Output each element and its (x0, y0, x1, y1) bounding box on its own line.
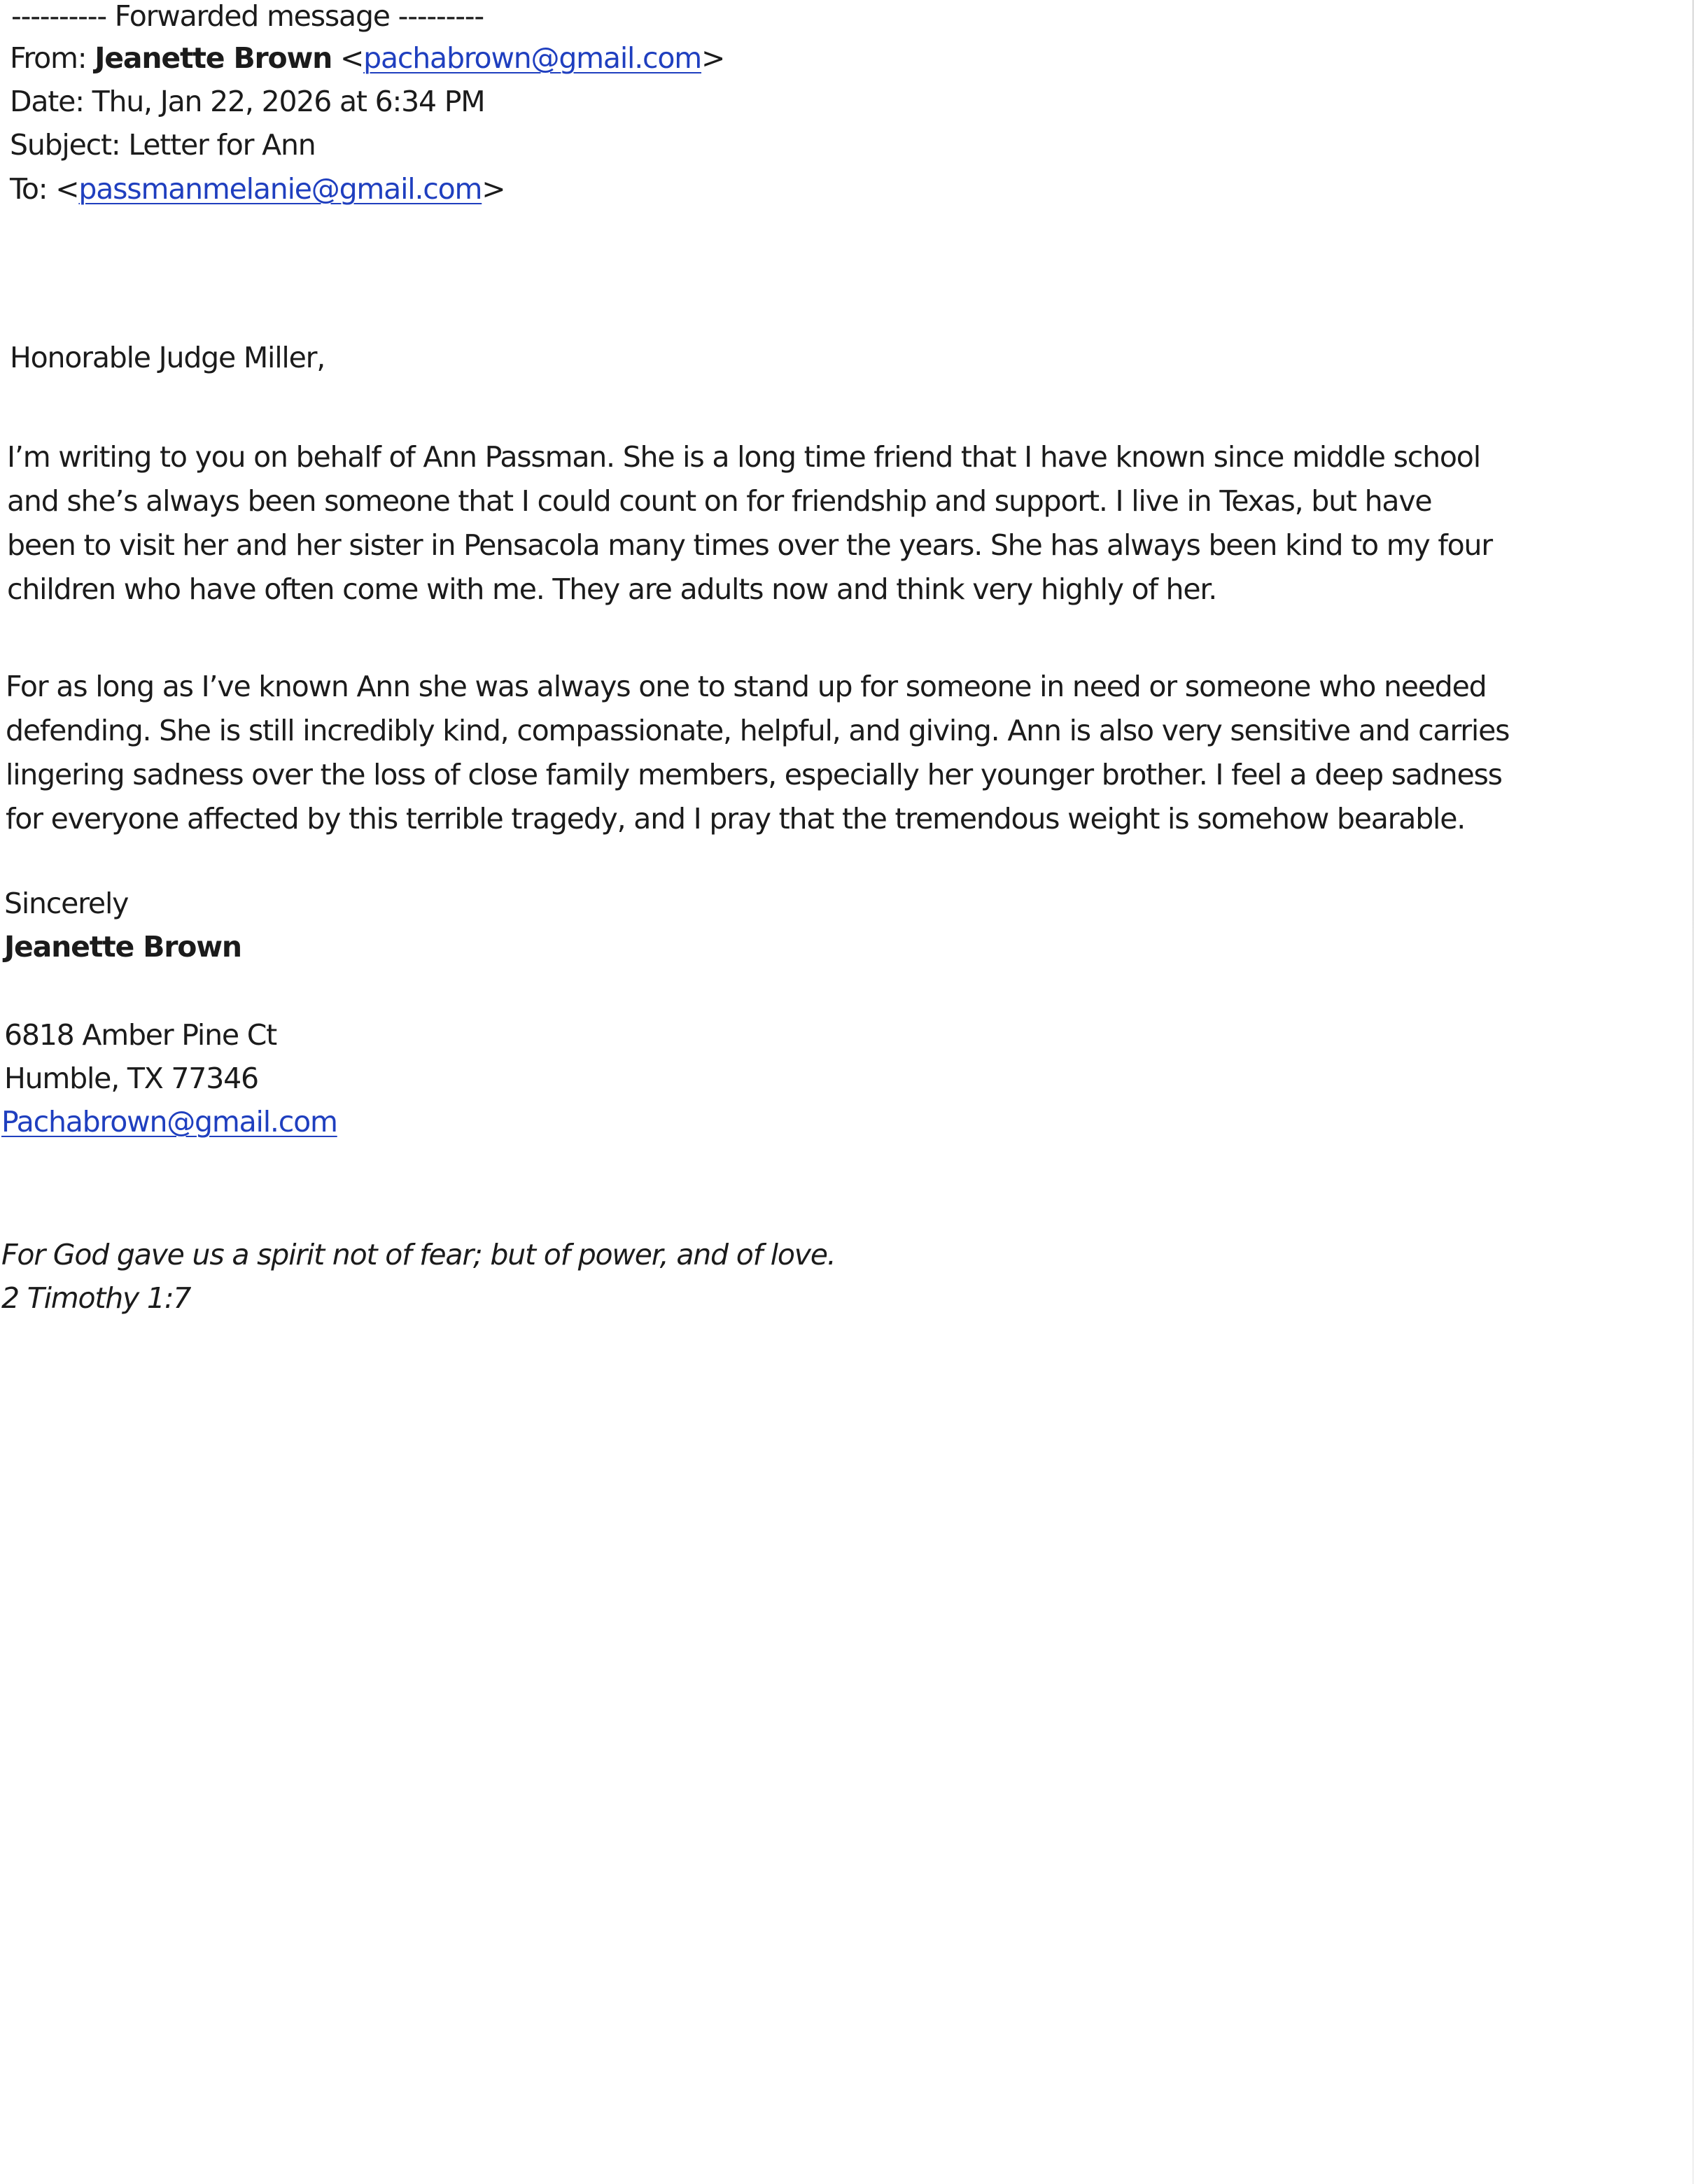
signature-name: Jeanette Brown (4, 930, 241, 964)
paragraph-1 (7, 435, 1492, 612)
address-line-2: Humble, TX 77346 (4, 1062, 258, 1095)
quote-reference: 2 Timothy 1:7 (1, 1281, 191, 1315)
from-label: From: (10, 41, 87, 75)
paragraph-1-line: and she’s always been someone that I could count on for friendship and support. I live in Texas, but have (7, 484, 1432, 518)
closing: Sincerely (4, 887, 129, 920)
paragraph-2-line: defending. She is still incredibly kind, compassionate, helpful, and giving. Ann is also very sensitive and carries (6, 714, 1510, 747)
from-name: Jeanette Brown (94, 41, 332, 75)
from-line (10, 36, 724, 80)
from-email-open: < (340, 41, 364, 75)
scan-edge-divider (1692, 0, 1694, 2184)
quote-line: For God gave us a spirit not of fear; but of power, and of love. (1, 1238, 836, 1271)
paragraph-2-line: For as long as I’ve known Ann she was always one to stand up for someone in need or someone who needed (6, 670, 1487, 703)
to-line (10, 167, 505, 211)
to-email-open: < (55, 172, 79, 206)
to-email-close: > (482, 172, 505, 206)
date-line: Date: Thu, Jan 22, 2026 at 6:34 PM (10, 85, 485, 118)
paragraph-2 (6, 665, 1509, 841)
salutation: Honorable Judge Miller, (10, 341, 325, 374)
subject-line: Subject: Letter for Ann (10, 128, 316, 162)
paragraph-2-line: for everyone affected by this terrible tragedy, and I pray that the tremendous weight is somehow bearable. (6, 802, 1466, 836)
forwarded-message-line: ---------- Forwarded message --------- (11, 0, 484, 33)
from-email-link[interactable]: pachabrown@gmail.com (363, 41, 702, 75)
paragraph-1-line: I’m writing to you on behalf of Ann Passman. She is a long time friend that I have known since middle school (7, 440, 1480, 474)
signature-email-link[interactable]: Pachabrown@gmail.com (1, 1105, 337, 1139)
paragraph-2-line: lingering sadness over the loss of close family members, especially her younger brother. I feel a deep sadness (6, 758, 1502, 791)
to-email-link[interactable]: passmanmelanie@gmail.com (78, 172, 482, 206)
to-label: To: (10, 172, 48, 206)
signature-email-line (1, 1100, 337, 1143)
paragraph-1-line: been to visit her and her sister in Pensacola many times over the years. She has always been kind to my four (7, 528, 1492, 562)
paragraph-1-line: children who have often come with me. They are adults now and think very highly of her. (7, 572, 1217, 606)
from-email-close: > (701, 41, 725, 75)
address-line-1: 6818 Amber Pine Ct (4, 1018, 277, 1052)
